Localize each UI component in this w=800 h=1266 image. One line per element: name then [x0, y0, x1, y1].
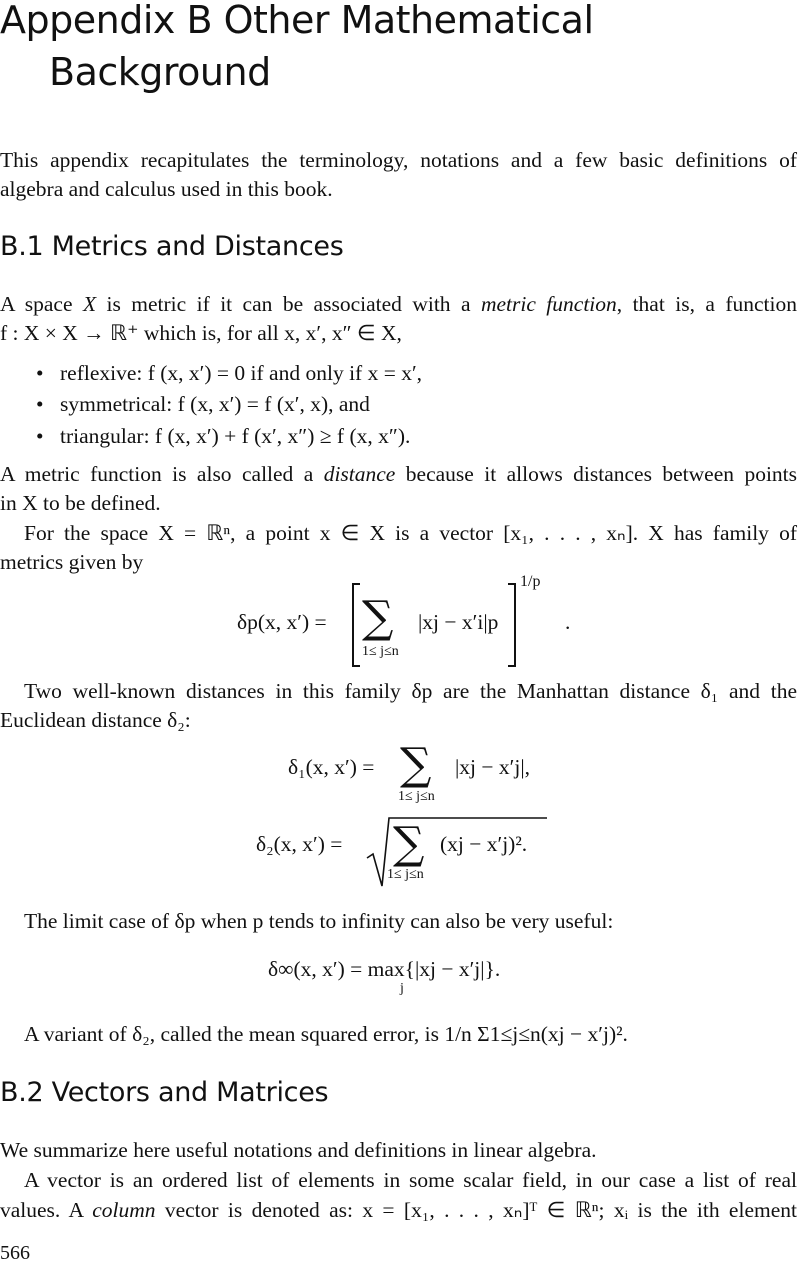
b1-para5: The limit case of δp when p tends to infinity can also be very useful: [24, 909, 614, 933]
eq-delta-2-sub: 1≤ j≤n [387, 867, 424, 882]
eq-delta-2-lhs: δ₂(x, x′) = [256, 832, 343, 856]
eq-delta-p-body: |xj − x′i|p [418, 610, 499, 634]
b1-para1-line1: A space X is metric if it can be associated with a metric function, that is, a function [0, 292, 798, 316]
sum-symbol: ∑ [393, 818, 425, 869]
bullet-symmetrical: symmetrical: f (x, x′) = f (x′, x), and [60, 392, 370, 416]
section-heading-b2: B.2 Vectors and Matrices [0, 1077, 329, 1108]
eq-delta-p-sub: 1≤ j≤n [362, 644, 399, 659]
b2-para1: We summarize here useful notations and definitions in linear algebra. [0, 1138, 597, 1162]
b1-para2-line2: in X to be defined. [0, 491, 161, 515]
chapter-title-line1: Appendix B Other Mathematical [0, 0, 594, 42]
intro-line1: This appendix recapitulates the terminology, notations and a few basic definitions of [0, 148, 797, 172]
page-number: 566 [0, 1242, 30, 1264]
eq-delta-2-body: (xj − x′j)². [440, 832, 528, 856]
eq-delta-1-body: |xj − x′j|, [455, 755, 531, 779]
chapter-title-line2: Background [49, 50, 271, 94]
eq-delta-1-lhs: δ₁(x, x′) = [288, 755, 375, 779]
intro-line2: algebra and calculus used in this book. [0, 177, 333, 201]
b1-para2-line1: A metric function is also called a distance because it allows distances between points [0, 462, 798, 486]
b1-para3-line1: For the space X = ℝⁿ, a point x ∈ X is a vector [x₁, . . . , xₙ]. X has family of [24, 521, 797, 545]
bullet-marker: • [36, 361, 44, 385]
b2-para2-line1: A vector is an ordered list of elements in some scalar field, in our case a list of real [24, 1168, 797, 1192]
eq-delta-inf: δ∞(x, x′) = max{|xj − x′j|}. [268, 957, 501, 981]
sum-symbol: ∑ [400, 739, 432, 790]
bullet-marker: • [36, 424, 44, 448]
bullet-reflexive: reflexive: f (x, x′) = 0 if and only if x = x′, [60, 361, 423, 385]
section-heading-b1: B.1 Metrics and Distances [0, 231, 344, 262]
eq-delta-inf-sub: j [400, 981, 404, 996]
eq-delta-p-lhs: δp(x, x′) = [237, 610, 327, 634]
right-bracket [508, 583, 516, 667]
b1-para1-line2: f : X × X → ℝ⁺ which is, for all x, x′, x″ ∈ X, [0, 321, 402, 345]
eq-delta-1-sub: 1≤ j≤n [398, 789, 435, 804]
sum-symbol: ∑ [362, 592, 394, 643]
eq-delta-p-end: . [565, 610, 571, 634]
eq-delta-p-exp: 1/p [520, 573, 541, 590]
left-bracket [352, 583, 360, 667]
b2-para2-line2: values. A column vector is denoted as: x = [x₁, . . . , xₙ]ᵀ ∈ ℝⁿ; xᵢ is the ith element [0, 1198, 797, 1222]
bullet-marker: • [36, 392, 44, 416]
b1-para4-line2: Euclidean distance δ₂: [0, 708, 191, 732]
b1-para4-line1: Two well-known distances in this family δp are the Manhattan distance δ₁ and the [24, 679, 797, 703]
bullet-triangular: triangular: f (x, x′) + f (x′, x″) ≥ f (x, x″). [60, 424, 411, 448]
b1-para6: A variant of δ₂, called the mean squared error, is 1/n Σ1≤j≤n(xj − x′j)². [24, 1022, 628, 1046]
b1-para3-line2: metrics given by [0, 550, 144, 574]
